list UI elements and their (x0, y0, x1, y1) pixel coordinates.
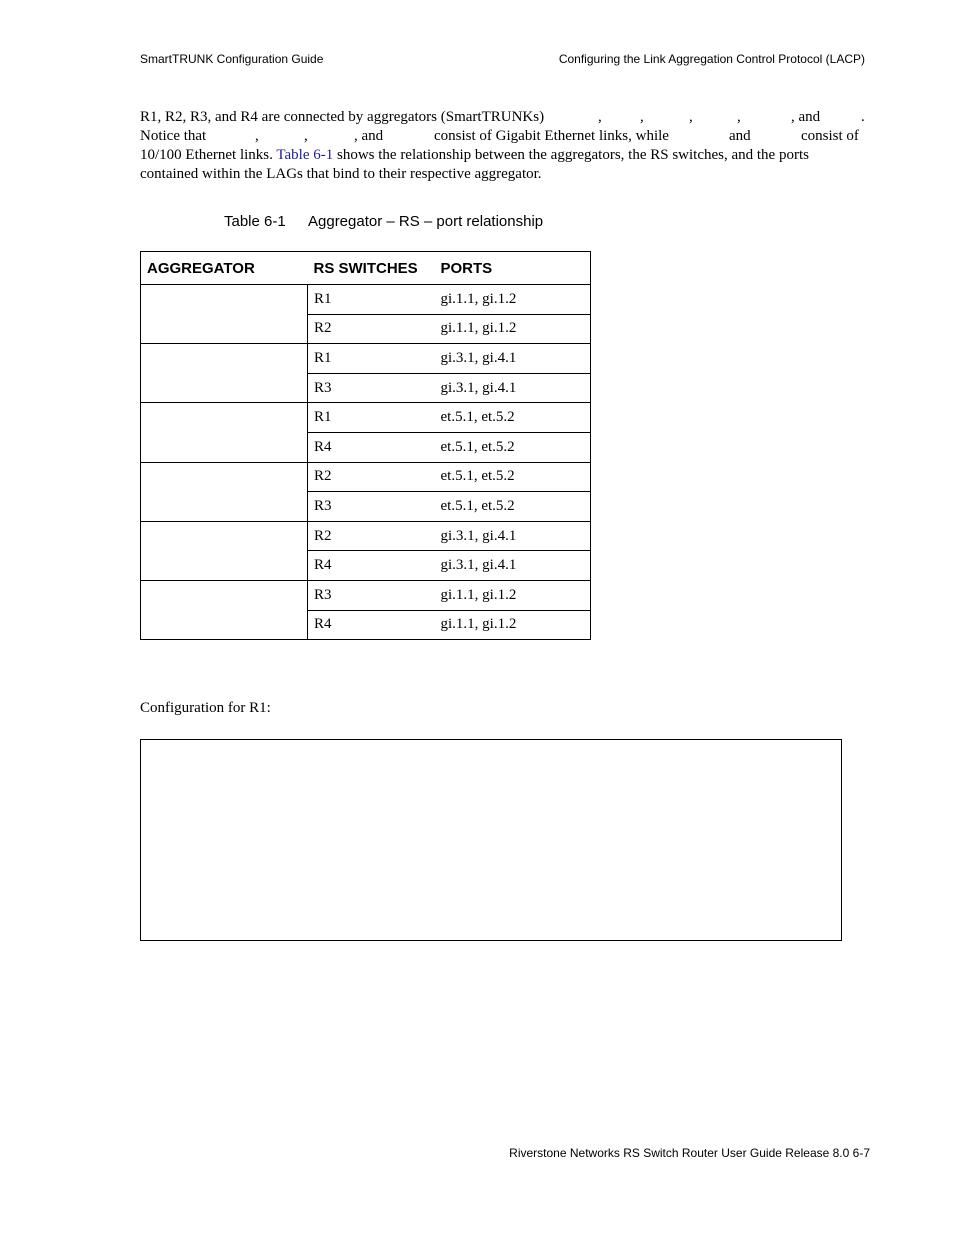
ports-cell: gi.1.1, gi.1.2 (435, 610, 591, 640)
table-row (141, 521, 591, 551)
switch-cell: R2 (308, 462, 435, 492)
aggregator-cell (141, 580, 308, 639)
line1-comma: , (640, 109, 644, 125)
header-aggregator: AGGREGATOR (141, 252, 308, 285)
line2-consist: consist of Gigabit Ethernet links, while (434, 128, 669, 144)
switch-cell: R2 (308, 314, 435, 344)
switch-cell: R4 (308, 551, 435, 581)
ports-cell: gi.3.1, gi.4.1 (435, 521, 591, 551)
line1-period: . (861, 109, 865, 125)
intro-paragraph (140, 108, 864, 184)
table-caption-title: Aggregator – RS – port relationship (308, 213, 544, 230)
ports-cell: et.5.1, et.5.2 (435, 462, 591, 492)
table-caption-label: Table 6-1 (224, 213, 286, 230)
ports-cell: gi.3.1, gi.4.1 (435, 344, 591, 374)
line2-comma: , (255, 128, 259, 144)
ports-cell: gi.1.1, gi.1.2 (435, 580, 591, 610)
line3-end: shows the relationship between the aggregators, the RS switches, and the ports (336, 147, 809, 163)
table-row (141, 403, 591, 433)
header-rs-switches: RS SWITCHES (308, 252, 435, 285)
aggregator-cell (141, 285, 308, 344)
paragraph-line-3 (140, 146, 864, 165)
switch-cell: R1 (308, 403, 435, 433)
table-caption (224, 213, 544, 230)
line3-start: 10/100 Ethernet links. (140, 147, 273, 163)
line3-text (140, 146, 809, 165)
table-row (141, 462, 591, 492)
ports-cell: gi.3.1, gi.4.1 (435, 551, 591, 581)
running-header-right: Configuring the Link Aggregation Control Protocol (LACP) (558, 52, 865, 66)
ports-cell: gi.3.1, gi.4.1 (435, 373, 591, 403)
switch-cell: R1 (308, 285, 435, 315)
aggregator-cell (141, 462, 308, 521)
switch-cell: R3 (308, 580, 435, 610)
paragraph-line-1 (140, 108, 864, 127)
switch-cell: R1 (308, 344, 435, 374)
ports-cell: et.5.1, et.5.2 (435, 432, 591, 462)
line4-text: contained within the LAGs that bind to their respective aggregator. (140, 166, 542, 182)
table-row (141, 580, 591, 610)
ports-cell: et.5.1, et.5.2 (435, 492, 591, 522)
running-footer: Riverstone Networks RS Switch Router User Guide Release 8.0 6-7 (509, 1146, 870, 1160)
aggregator-cell (141, 403, 308, 462)
switch-cell: R4 (308, 432, 435, 462)
line1-comma: , (689, 109, 693, 125)
running-header-left: SmartTRUNK Configuration Guide (140, 52, 324, 66)
switch-cell: R4 (308, 610, 435, 640)
line2-and2: and (729, 128, 751, 144)
line2-notice: Notice that (140, 128, 207, 144)
switch-cell: R3 (308, 492, 435, 522)
line2-consist2: consist of (801, 128, 859, 144)
config-label: Configuration for R1: (140, 700, 271, 716)
code-box (140, 739, 842, 941)
line2-comma: , (304, 128, 308, 144)
line1-text: R1, R2, R3, and R4 are connected by aggregators (SmartTRUNKs) (140, 109, 545, 125)
table-6-1-link[interactable]: Table 6-1 (276, 147, 334, 163)
ports-cell: et.5.1, et.5.2 (435, 403, 591, 433)
switch-cell: R3 (308, 373, 435, 403)
table-row (141, 285, 591, 315)
table-row (141, 344, 591, 374)
paragraph-line-2 (140, 127, 864, 146)
paragraph-line-4 (140, 165, 864, 184)
ports-cell: gi.1.1, gi.1.2 (435, 314, 591, 344)
aggregator-table (140, 251, 591, 640)
ports-cell: gi.1.1, gi.1.2 (435, 285, 591, 315)
table-header-row (141, 252, 591, 285)
aggregator-cell (141, 344, 308, 403)
line1-comma: , (737, 109, 741, 125)
line1-and: , and (791, 109, 821, 125)
aggregator-cell (141, 521, 308, 580)
line2-and: , and (354, 128, 384, 144)
switch-cell: R2 (308, 521, 435, 551)
header-ports: PORTS (435, 252, 591, 285)
line1-comma: , (598, 109, 602, 125)
